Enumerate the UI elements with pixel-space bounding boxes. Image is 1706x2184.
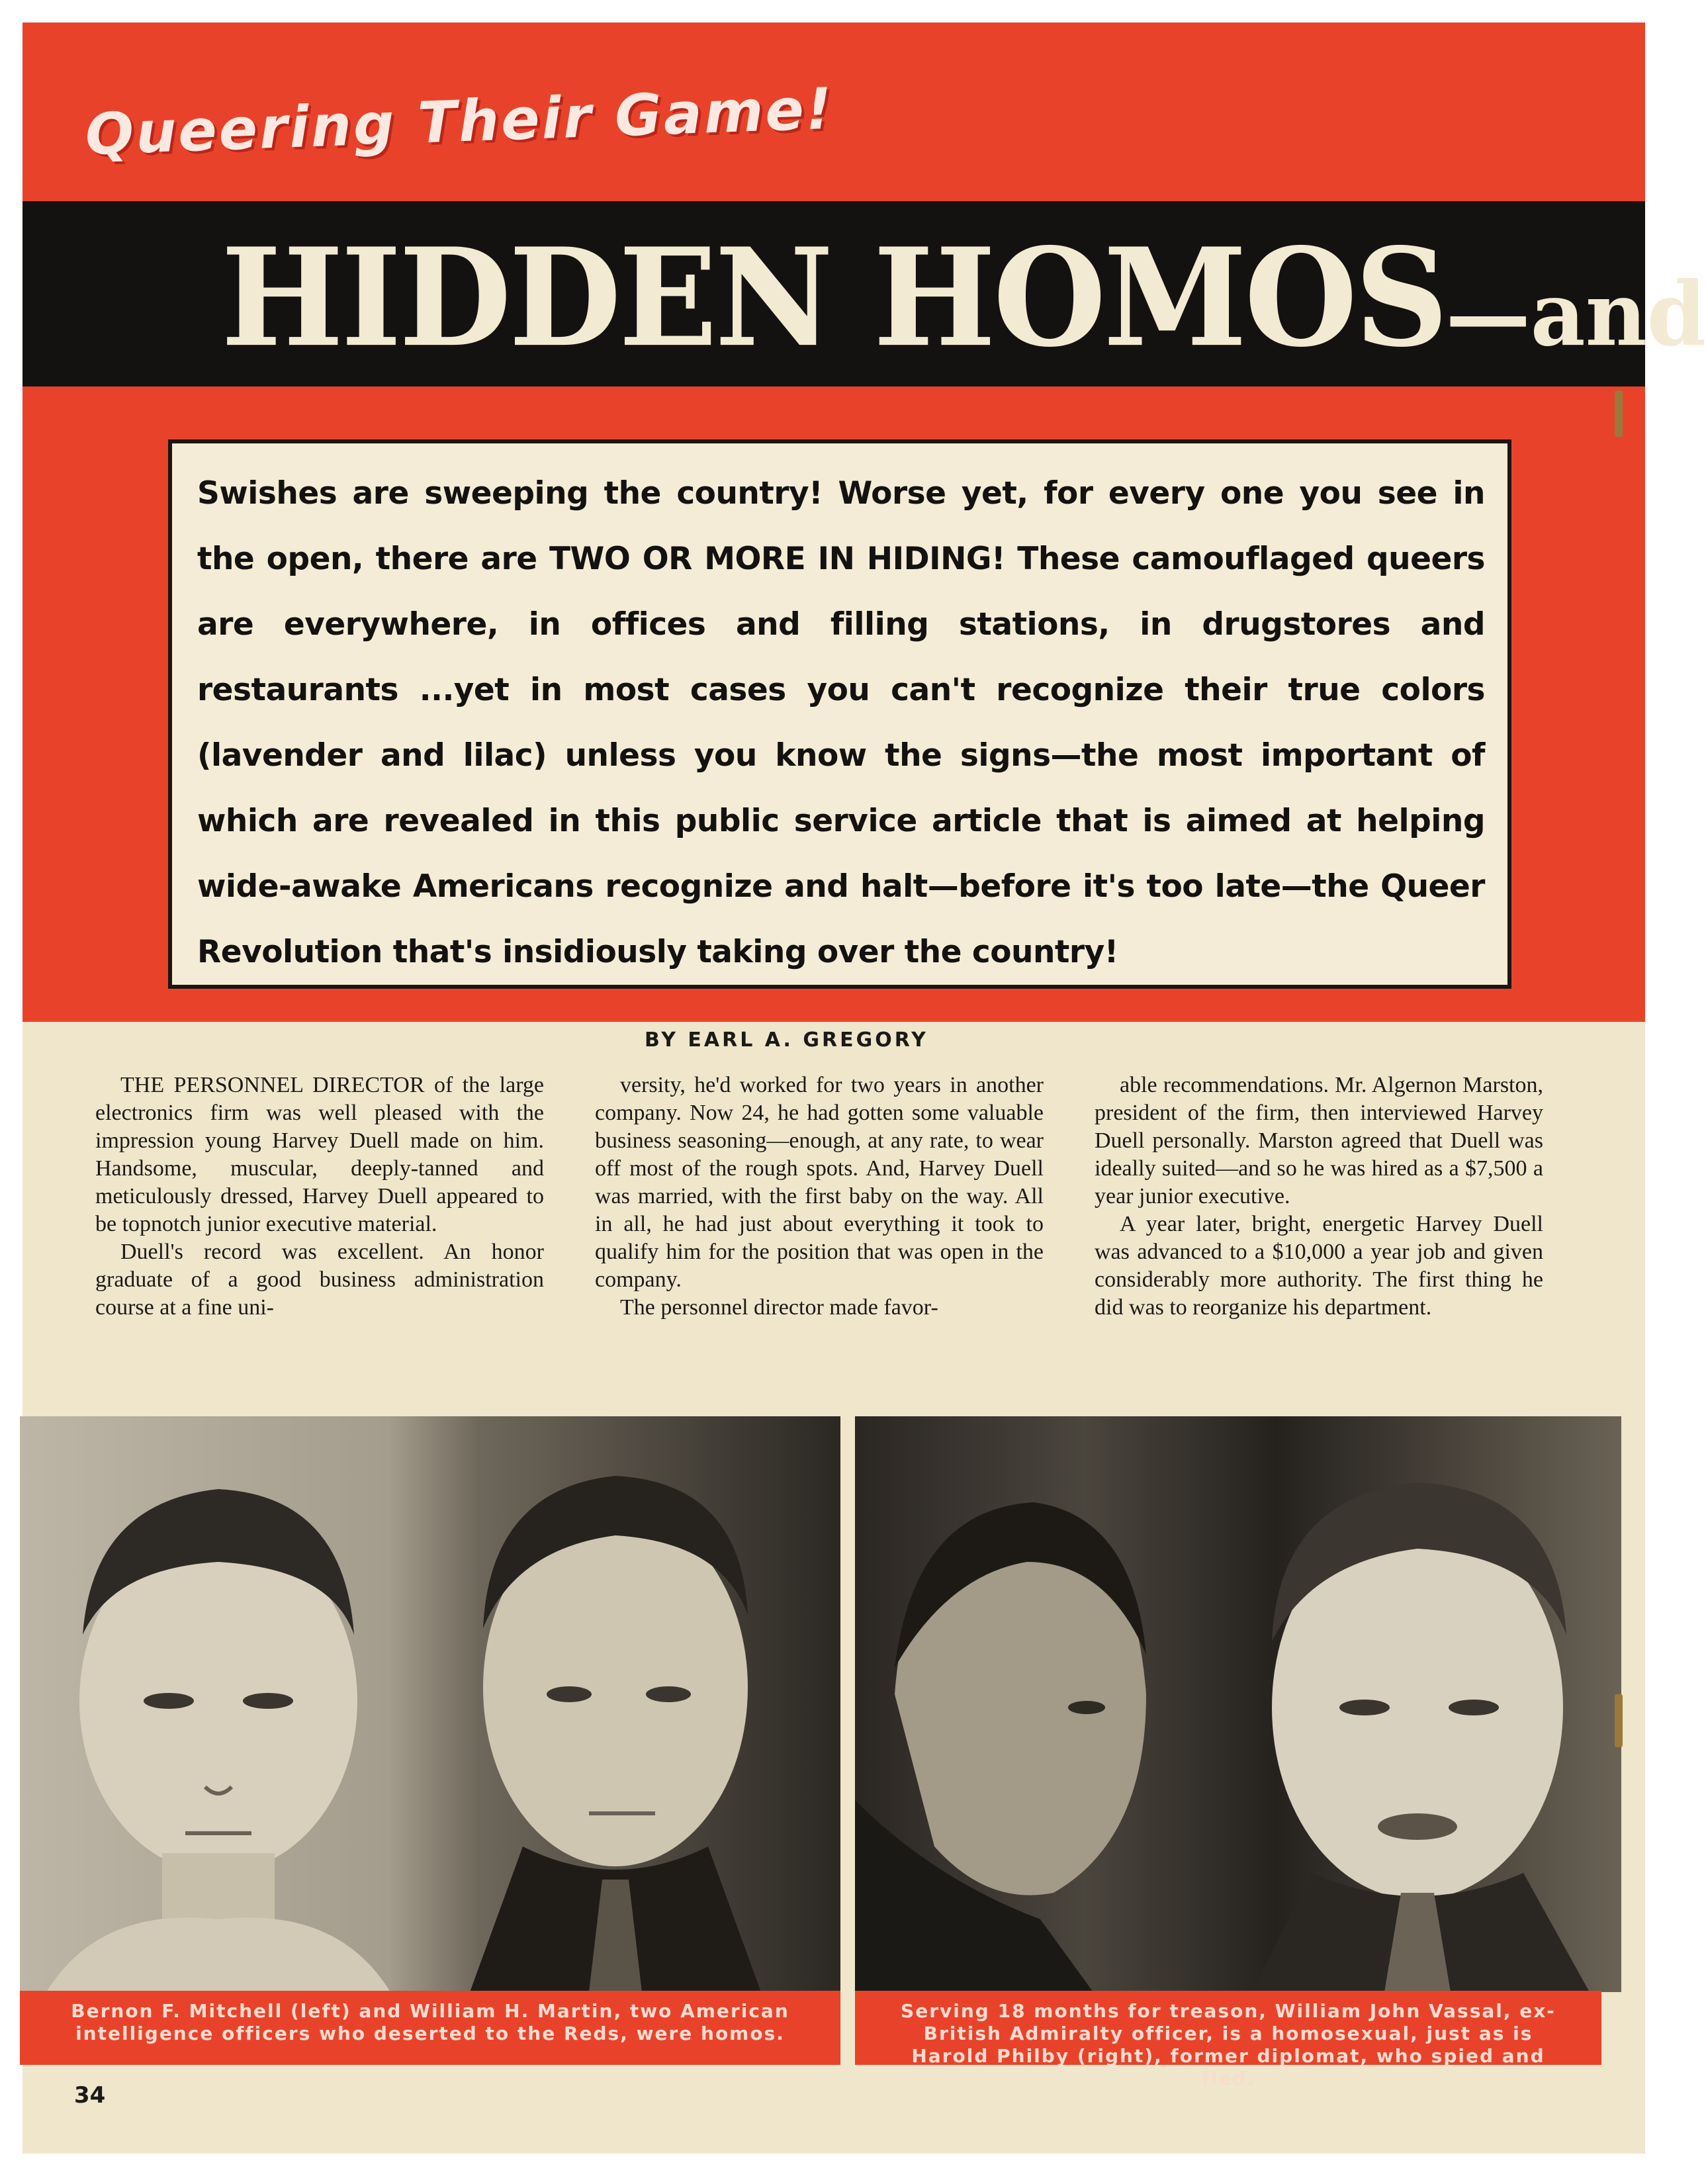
paragraph: able recommendations. Mr. Algernon Marston, president of the firm, then interviewed Harvey Duell personally. Marston agreed that Duell was ideally suited—and so he was hired as a $7,500 a year junior executive.	[1095, 1073, 1543, 1208]
paragraph: A year later, bright, energetic Harvey Duell was advanced to a $10,000 a year job and given considerably more authority. The first thing he did was to reorganize his department.	[1095, 1212, 1543, 1320]
binding-staple-top	[1615, 390, 1623, 437]
photo-vassal-philby	[855, 1416, 1621, 1992]
binding-staple-bottom	[1615, 1694, 1623, 1747]
deck-box: Swishes are sweeping the country! Worse yet, for every one you see in the open, there are TWO OR MORE IN HIDING! These camouflaged queers are everywhere, in offices and filling stations, in drugstores and restaurants ...yet in most cases you can't recognize their true colors (lavender and lilac) unless you know the signs—the most important of which are revealed in this public service article that is aimed at helping wide-awake Americans recognize and halt—before it's too late—the Queer Revolution that's insidiously taking over the country!	[168, 439, 1511, 989]
page-number: 34	[74, 2082, 106, 2109]
photo-caption-left: Bernon F. Mitchell (left) and William H. Martin, two American intelligence officers who deserted to the Reds, were homos.	[20, 1991, 840, 2065]
kicker-title: Queering Their Game!	[84, 75, 835, 168]
article-column-1	[95, 1071, 544, 1322]
article-column-3	[1095, 1071, 1543, 1322]
byline: BY EARL A. GREGORY	[645, 1028, 928, 1052]
paragraph: Duell's record was excellent. An honor graduate of a good business administration course at a fine uni-	[95, 1240, 544, 1320]
headline-tail: —and	[1445, 263, 1706, 367]
photo-row	[20, 1416, 1621, 1992]
headline-main: HIDDEN HOMOS	[221, 218, 1446, 377]
photo-caption-right: Serving 18 months for treason, William John Vassal, ex-British Admiralty officer, is a homosexual, just as is Harold Philby (right), former diplomat, who spied and fled.	[855, 1991, 1601, 2065]
paragraph: The personnel director made favor-	[620, 1295, 938, 1320]
photo-mitchell-martin	[20, 1416, 840, 1992]
portrait-pair-left	[20, 1416, 840, 1992]
portrait-pair-right	[855, 1416, 1621, 1992]
paragraph: versity, he'd worked for two years in another company. Now 24, he had gotten some valuable business seasoning—enough, at any rate, to wear off most of the rough spots. And, Harvey Duell was married, with the first baby on the way. All in all, he had just about everything it took to qualify him for the position that was open in the company.	[595, 1073, 1044, 1292]
headline	[221, 218, 1706, 390]
article-column-2	[595, 1071, 1044, 1322]
paragraph: THE PERSONNEL DIRECTOR of the large electronics firm was well pleased with the impression young Harvey Duell made on him. Handsome, muscular, deeply-tanned and meticulously dressed, Harvey Duell appeared to be topnotch junior executive material.	[95, 1073, 544, 1236]
